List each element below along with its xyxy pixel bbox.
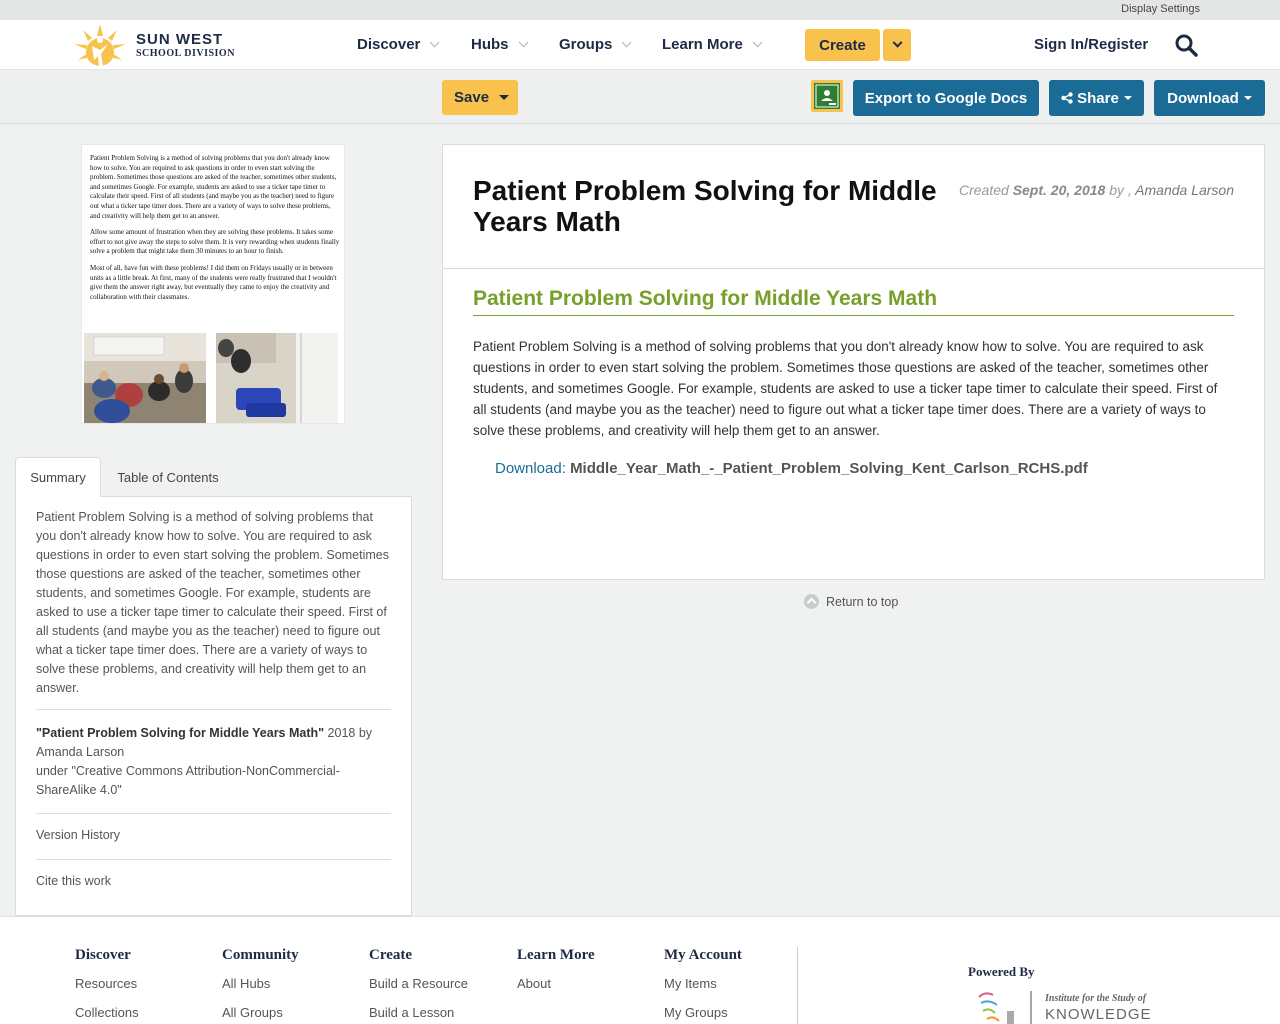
footer-col-create	[369, 947, 468, 1024]
nav-hubs-label: Hubs	[471, 36, 509, 53]
chevron-down-icon	[622, 37, 632, 47]
nav-learn-more[interactable]	[662, 36, 759, 53]
footer-link-about[interactable]: About	[517, 976, 551, 991]
iskme-line2: KNOWLEDGE	[1045, 1006, 1152, 1023]
download-label: Download:	[495, 460, 566, 477]
footer-link-all-hubs[interactable]: All Hubs	[222, 976, 271, 991]
chevron-down-icon	[892, 37, 902, 47]
chevron-down-icon	[753, 37, 763, 47]
nav-groups[interactable]	[559, 36, 628, 53]
version-history-link[interactable]: Version History	[36, 828, 121, 842]
share-button[interactable]	[1049, 80, 1144, 116]
footer-heading: Discover	[75, 947, 131, 963]
main-navigation	[0, 20, 1280, 70]
nav-discover[interactable]	[357, 36, 436, 53]
created-date: Sept. 20, 2018	[1012, 182, 1106, 198]
created-info	[959, 182, 1234, 198]
resource-content-card	[442, 144, 1265, 580]
chevron-up-icon	[804, 594, 819, 609]
footer-link-resources[interactable]: Resources	[75, 976, 138, 991]
save-button-label: Save	[454, 89, 490, 106]
footer-link-build-lesson[interactable]: Build a Lesson	[369, 1005, 455, 1020]
classroom-board-icon	[814, 83, 840, 109]
google-classroom-icon[interactable]	[811, 80, 843, 112]
summary-panel	[15, 496, 412, 916]
caret-down-icon	[1244, 96, 1252, 100]
footer-divider	[797, 947, 798, 1024]
footer-col-my-account	[664, 947, 742, 1024]
download-button-label: Download	[1167, 89, 1239, 107]
tab-summary[interactable]: Summary	[15, 457, 101, 497]
footer-heading: My Account	[664, 947, 742, 963]
logo-line1: SUN WEST	[136, 30, 224, 48]
create-dropdown-toggle[interactable]	[883, 29, 911, 61]
section-title: Patient Problem Solving for Middle Years Math	[473, 287, 1234, 316]
footer-link-my-items[interactable]: My Items	[664, 976, 717, 991]
site-footer	[0, 916, 1280, 1024]
footer-link-all-groups[interactable]: All Groups	[222, 1005, 283, 1020]
search-icon[interactable]	[1174, 33, 1198, 57]
footer-col-learn-more	[517, 947, 595, 1003]
caret-down-icon	[1124, 96, 1132, 100]
share-icon	[1061, 92, 1073, 104]
attribution-year: 2018 by	[324, 726, 373, 740]
thumbnail-paragraph: Most of all, have fun with these problems! I did them on Fridays usually or in between units as a little break. At first, many of the students were really frustrated that I wouldn't give them the answer right away, but eventually they came to enjoy the creativity and collaboration with their classmates.	[90, 263, 337, 301]
classroom-photo-image	[84, 333, 206, 423]
iskme-logo[interactable]	[975, 989, 1165, 1024]
site-logo[interactable]	[70, 20, 235, 70]
page-title: Patient Problem Solving for Middle Years Math	[473, 175, 937, 237]
chevron-down-icon	[430, 37, 440, 47]
thumbnail-paragraph: Allow some amount of frustration when they are solving these problems. It takes some effort to not give away the steps to solve them. It is very rewarding when students finally solve a problem that might take them 30 minutes to an hour to finish.	[90, 228, 340, 256]
classroom-floor-photo-image	[216, 333, 338, 423]
nav-learn-more-label: Learn More	[662, 36, 743, 53]
footer-col-discover	[75, 947, 139, 1024]
author-link[interactable]: Amanda Larson	[1135, 182, 1234, 198]
summary-divider	[36, 859, 391, 860]
attribution-license: under "Creative Commons Attribution-NonCommercial-ShareAlike 4.0"	[36, 764, 340, 797]
nav-groups-label: Groups	[559, 36, 613, 53]
create-button[interactable]: Create	[805, 29, 880, 61]
download-file-link[interactable]: Middle_Year_Math_-_Patient_Problem_Solving_Kent_Carlson_RCHS.pdf	[570, 460, 1088, 477]
resource-header	[443, 145, 1264, 269]
footer-link-collections[interactable]: Collections	[75, 1005, 139, 1020]
resource-body-text: Patient Problem Solving is a method of solving problems that you don't already know how to solve. You are required to ask questions in order to even start solving the problem. Sometimes those questions are asked of the teacher, sometimes other students, and sometimes Google. For example, students are asked to use a ticker tape timer to calculate their speed. First of all students (and maybe you as the teacher) need to figure out what a ticker tape timer does. There are a variety of ways to solve these problems, and creativity will help them get to an answer.	[473, 339, 1218, 438]
created-prefix: Created	[958, 182, 1009, 198]
return-to-top-label: Return to top	[826, 594, 899, 609]
footer-link-my-groups[interactable]: My Groups	[664, 1005, 728, 1020]
summary-divider	[36, 813, 391, 814]
logo-line2: SCHOOL DIVISION	[136, 47, 235, 59]
sign-in-register-link[interactable]: Sign In/Register	[1034, 36, 1149, 53]
nav-hubs[interactable]	[471, 36, 525, 53]
return-to-top-link[interactable]	[804, 594, 898, 609]
nav-discover-label: Discover	[357, 36, 421, 53]
sidebar-tabs	[15, 457, 412, 497]
iskme-line1: Institute for the Study of	[1045, 993, 1147, 1004]
footer-col-community	[222, 947, 299, 1024]
footer-heading: Learn More	[517, 947, 595, 963]
logo-text	[136, 32, 235, 59]
cite-this-work-link[interactable]: Cite this work	[36, 874, 112, 888]
caret-down-icon	[499, 95, 509, 100]
chevron-down-icon	[518, 37, 528, 47]
thumbnail-text	[90, 154, 340, 309]
download-file-line	[495, 460, 1088, 477]
footer-heading: Create	[369, 947, 413, 963]
powered-by-label: Powered By	[968, 964, 1035, 979]
sun-logo-icon	[70, 22, 130, 68]
download-button[interactable]	[1154, 80, 1265, 116]
footer-link-build-resource[interactable]: Build a Resource	[369, 976, 468, 991]
tab-table-of-contents[interactable]: Table of Contents	[117, 469, 219, 485]
footer-heading: Community	[222, 947, 299, 963]
display-settings-link[interactable]: Display Settings	[1121, 3, 1200, 15]
resource-action-bar	[0, 70, 1280, 124]
export-google-docs-button[interactable]: Export to Google Docs	[853, 80, 1039, 116]
created-by: by ,	[1109, 182, 1132, 198]
summary-divider	[36, 709, 391, 710]
summary-text: Patient Problem Solving is a method of solving problems that you don't already know how to solve. You are required to ask questions in order to even start solving the problem. Sometimes those questions are asked of the teacher, sometimes other students, and sometimes Google. For example, students are asked to use a ticker tape timer to calculate their speed. First of all students (and maybe you as the teacher) need to figure out what a ticker tape timer does. There are a variety of ways to solve these problems, and creativity will help them get to an answer.	[36, 510, 389, 695]
resource-thumbnail[interactable]	[81, 144, 345, 424]
save-button[interactable]	[442, 80, 518, 115]
share-button-label: Share	[1077, 89, 1119, 107]
utility-bar	[0, 0, 1280, 20]
attribution-title: "Patient Problem Solving for Middle Years Math"	[36, 726, 325, 740]
attribution-author: Amanda Larson	[36, 745, 125, 759]
thumbnail-paragraph: Patient Problem Solving is a method of solving problems that you don't already know how to solve. You are required to ask questions in order to even start solving the problem. Sometimes those questions are asked of the teacher, sometimes other students, and sometimes Google. For example, students are asked to use a ticker tape timer to calculate their speed. First of all students (and maybe you as the teacher) need to figure out what a ticker tape timer does. There are a variety of ways to solve these problems, and creativity will help them get to an answer.	[90, 154, 337, 220]
attribution-block	[36, 724, 391, 800]
